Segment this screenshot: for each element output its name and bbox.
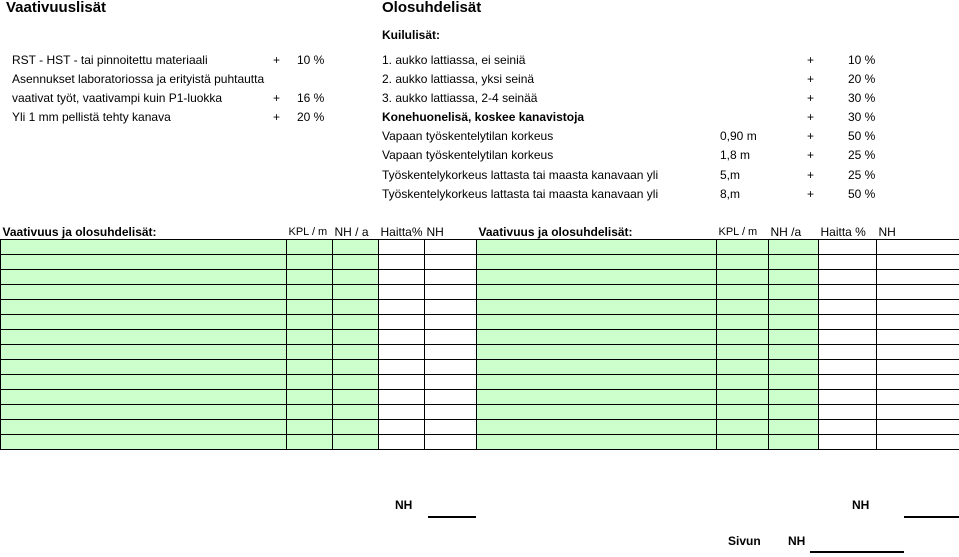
entry-cell[interactable]: [477, 240, 717, 255]
entry-cell[interactable]: [819, 270, 877, 285]
entry-cell[interactable]: [877, 375, 959, 390]
entry-cell[interactable]: [717, 285, 769, 300]
olosuhde-item-percent: 50 %: [848, 187, 876, 201]
entry-cell[interactable]: [425, 435, 477, 450]
entry-cell[interactable]: [287, 420, 333, 435]
entry-cell[interactable]: [1, 240, 287, 255]
entry-cell[interactable]: [1, 435, 287, 450]
entry-cell[interactable]: [717, 405, 769, 420]
entry-cell[interactable]: [769, 300, 819, 315]
table-header-row: [1, 225, 959, 240]
olosuhde-item-percent: 20 %: [848, 72, 876, 86]
entry-cell[interactable]: [717, 435, 769, 450]
entry-cell[interactable]: [819, 330, 877, 345]
vaativuus-item-percent: 16 %: [297, 91, 325, 105]
entry-cell[interactable]: [769, 255, 819, 270]
entry-cell[interactable]: [877, 345, 959, 360]
table-row: [1, 270, 959, 285]
entry-cell[interactable]: [425, 375, 477, 390]
entry-cell[interactable]: [1, 405, 287, 420]
entry-cell[interactable]: [819, 240, 877, 255]
entry-cell[interactable]: [333, 330, 379, 345]
entry-cell[interactable]: [425, 390, 477, 405]
olosuhde-item-percent: 25 %: [848, 168, 876, 182]
entry-cell[interactable]: [769, 420, 819, 435]
entry-cell[interactable]: [769, 330, 819, 345]
entry-cell[interactable]: [819, 375, 877, 390]
entry-cell[interactable]: [1, 285, 287, 300]
entry-cell[interactable]: [1, 420, 287, 435]
entry-cell[interactable]: [877, 240, 959, 255]
entry-cell[interactable]: [287, 330, 333, 345]
entry-cell[interactable]: [819, 435, 877, 450]
entry-cell[interactable]: [333, 300, 379, 315]
entry-cell[interactable]: [379, 270, 425, 285]
entry-cell[interactable]: [425, 300, 477, 315]
entry-table: [0, 225, 959, 450]
entry-cell[interactable]: [333, 420, 379, 435]
entry-cell[interactable]: [769, 360, 819, 375]
vaativuus-item-sign: +: [273, 91, 281, 105]
entry-cell[interactable]: [425, 360, 477, 375]
entry-cell[interactable]: [287, 360, 333, 375]
table-row: [1, 360, 959, 375]
right-header-haitta: Haitta %: [819, 225, 877, 240]
entry-cell[interactable]: [379, 360, 425, 375]
entry-cell[interactable]: [379, 390, 425, 405]
entry-cell[interactable]: [287, 390, 333, 405]
entry-cell[interactable]: [717, 300, 769, 315]
entry-cell[interactable]: [379, 315, 425, 330]
entry-cell[interactable]: [819, 405, 877, 420]
entry-cell[interactable]: [477, 255, 717, 270]
entry-cell[interactable]: [425, 285, 477, 300]
entry-cell[interactable]: [877, 435, 959, 450]
entry-cell[interactable]: [379, 345, 425, 360]
olosuhde-item-value: 0,90 m: [720, 129, 757, 143]
table-row: [1, 240, 959, 255]
right-header-kpl: KPL / m: [717, 225, 769, 240]
left-header-title: Vaativuus ja olosuhdelisät:: [1, 225, 287, 240]
entry-cell[interactable]: [477, 285, 717, 300]
footer-nh-left-line: [428, 516, 476, 518]
olosuhde-item-percent: 30 %: [848, 91, 876, 105]
entry-cell[interactable]: [425, 240, 477, 255]
entry-cell[interactable]: [877, 315, 959, 330]
table-row: [1, 420, 959, 435]
olosuhde-item-sign: +: [807, 72, 815, 86]
entry-cell[interactable]: [877, 285, 959, 300]
entry-cell[interactable]: [877, 300, 959, 315]
entry-cell[interactable]: [287, 435, 333, 450]
olosuhde-item-label: Vapaan työskentelytilan korkeus: [382, 129, 554, 143]
vaativuus-item-label: vaativat työt, vaativampi kuin P1-luokka: [12, 91, 223, 105]
entry-cell[interactable]: [477, 360, 717, 375]
entry-cell[interactable]: [717, 375, 769, 390]
entry-cell[interactable]: [769, 405, 819, 420]
entry-cell[interactable]: [819, 360, 877, 375]
olosuhde-item-label: Työskentelykorkeus lattasta tai maasta kanavaan yli: [382, 187, 659, 201]
entry-cell[interactable]: [379, 300, 425, 315]
entry-cell[interactable]: [1, 300, 287, 315]
entry-cell[interactable]: [287, 285, 333, 300]
vaativuus-item-percent: 20 %: [297, 110, 325, 124]
entry-cell[interactable]: [333, 390, 379, 405]
entry-cell[interactable]: [717, 270, 769, 285]
entry-cell[interactable]: [425, 330, 477, 345]
entry-cell[interactable]: [425, 315, 477, 330]
entry-cell[interactable]: [379, 405, 425, 420]
entry-cell[interactable]: [425, 270, 477, 285]
table-row: [1, 315, 959, 330]
olosuhde-item-sign: +: [807, 187, 815, 201]
footer-sivun-nh: NH: [788, 534, 806, 548]
entry-cell[interactable]: [819, 345, 877, 360]
olosuhde-item-sign: +: [807, 53, 815, 67]
vaativuus-item-percent: 10 %: [297, 53, 325, 67]
entry-cell[interactable]: [877, 405, 959, 420]
entry-cell[interactable]: [717, 330, 769, 345]
olosuhdelisat-title: Olosuhdelisät: [382, 0, 482, 16]
olosuhde-item-value: 5,m: [720, 168, 741, 182]
entry-cell[interactable]: [1, 315, 287, 330]
entry-cell[interactable]: [287, 255, 333, 270]
left-header-haitta: Haitta%: [380, 225, 423, 239]
entry-cell[interactable]: [287, 240, 333, 255]
entry-cell[interactable]: [717, 240, 769, 255]
entry-cell[interactable]: [769, 345, 819, 360]
entry-cell[interactable]: [477, 390, 717, 405]
entry-cell[interactable]: [333, 360, 379, 375]
table-row: [1, 345, 959, 360]
entry-cell[interactable]: [333, 315, 379, 330]
left-header-nh-a: NH / a: [333, 225, 379, 240]
entry-cell[interactable]: [877, 420, 959, 435]
vaativuus-item-label: RST - HST - tai pinnoitettu materiaali: [12, 53, 208, 67]
entry-cell[interactable]: [287, 270, 333, 285]
footer-sivun-line: [810, 551, 904, 553]
entry-cell[interactable]: [717, 390, 769, 405]
entry-cell[interactable]: [1, 270, 287, 285]
entry-cell[interactable]: [769, 240, 819, 255]
entry-cell[interactable]: [717, 345, 769, 360]
entry-cell[interactable]: [769, 270, 819, 285]
footer-nh-right: NH: [852, 498, 870, 512]
entry-cell[interactable]: [477, 375, 717, 390]
entry-cell[interactable]: [425, 405, 477, 420]
entry-cell[interactable]: [877, 255, 959, 270]
entry-cell[interactable]: [769, 435, 819, 450]
entry-cell[interactable]: [769, 390, 819, 405]
left-header-nh: NH: [425, 225, 477, 240]
vaativuus-item-label: Asennukset laboratoriossa ja erityistä puhtautta: [12, 72, 265, 86]
entry-cell[interactable]: [877, 360, 959, 375]
entry-cell[interactable]: [425, 255, 477, 270]
olosuhde-item-sign: +: [807, 110, 815, 124]
entry-cell[interactable]: [877, 390, 959, 405]
entry-cell[interactable]: [379, 420, 425, 435]
entry-cell[interactable]: [333, 435, 379, 450]
entry-cell[interactable]: [717, 315, 769, 330]
entry-cell[interactable]: [477, 345, 717, 360]
entry-cell[interactable]: [333, 285, 379, 300]
entry-cell[interactable]: [769, 285, 819, 300]
entry-cell[interactable]: [333, 375, 379, 390]
vaativuus-item-label: Yli 1 mm pellistä tehty kanava: [12, 110, 171, 124]
entry-cell[interactable]: [477, 330, 717, 345]
entry-cell[interactable]: [819, 315, 877, 330]
entry-cell[interactable]: [819, 255, 877, 270]
entry-cell[interactable]: [1, 375, 287, 390]
entry-cell[interactable]: [717, 360, 769, 375]
entry-cell[interactable]: [379, 435, 425, 450]
olosuhde-item-label: 1. aukko lattiassa, ei seiniä: [382, 53, 526, 67]
olosuhde-item-percent: 10 %: [848, 53, 876, 67]
olosuhde-item-value: 1,8 m: [720, 148, 751, 162]
entry-cell[interactable]: [287, 405, 333, 420]
vaativuuslisat-title: Vaativuuslisät: [6, 0, 107, 16]
entry-cell[interactable]: [287, 375, 333, 390]
entry-cell[interactable]: [379, 285, 425, 300]
footer-nh-left: NH: [395, 498, 413, 512]
entry-cell[interactable]: [477, 300, 717, 315]
olosuhde-item-sign: +: [807, 91, 815, 105]
entry-cell[interactable]: [379, 255, 425, 270]
entry-cell[interactable]: [1, 360, 287, 375]
table-row: [1, 390, 959, 405]
olosuhde-item-percent: 25 %: [848, 148, 876, 162]
entry-cell[interactable]: [333, 405, 379, 420]
olosuhde-item-sign: +: [807, 148, 815, 162]
footer-sivun-label: Sivun: [728, 534, 761, 548]
entry-cell[interactable]: [287, 315, 333, 330]
entry-cell[interactable]: [1, 390, 287, 405]
table-row: [1, 405, 959, 420]
olosuhde-item-label: 3. aukko lattiassa, 2-4 seinää: [382, 91, 538, 105]
table-row: [1, 330, 959, 345]
vaativuus-item-sign: +: [273, 53, 281, 67]
entry-cell[interactable]: [819, 300, 877, 315]
table-row: [1, 285, 959, 300]
entry-cell[interactable]: [819, 285, 877, 300]
entry-cell[interactable]: [717, 420, 769, 435]
table-row: [1, 435, 959, 450]
entry-cell[interactable]: [1, 345, 287, 360]
entry-cell[interactable]: [477, 315, 717, 330]
entry-cell[interactable]: [819, 420, 877, 435]
entry-cell[interactable]: [819, 390, 877, 405]
entry-cell[interactable]: [877, 330, 959, 345]
entry-cell[interactable]: [333, 255, 379, 270]
entry-cell[interactable]: [425, 420, 477, 435]
olosuhde-item-sign: +: [807, 168, 815, 182]
entry-cell[interactable]: [769, 375, 819, 390]
olosuhde-item-percent: 50 %: [848, 129, 876, 143]
table-row: [1, 300, 959, 315]
olosuhde-item-label: 2. aukko lattiassa, yksi seinä: [382, 72, 535, 86]
olosuhde-item-label: Työskentelykorkeus lattasta tai maasta kanavaan yli: [382, 168, 659, 182]
right-header-title: Vaativuus ja olosuhdelisät:: [477, 225, 717, 240]
entry-cell[interactable]: [287, 345, 333, 360]
entry-cell[interactable]: [333, 270, 379, 285]
entry-cell[interactable]: [379, 330, 425, 345]
entry-cell[interactable]: [333, 240, 379, 255]
entry-cell[interactable]: [379, 375, 425, 390]
table-row: [1, 255, 959, 270]
right-header-nh: NH: [877, 225, 959, 240]
entry-cell[interactable]: [477, 435, 717, 450]
olosuhde-item-label: Vapaan työskentelytilan korkeus: [382, 148, 554, 162]
entry-cell[interactable]: [333, 345, 379, 360]
kuilulisat-subtitle: Kuilulisät:: [382, 28, 441, 42]
entry-cell[interactable]: [1, 330, 287, 345]
entry-cell[interactable]: [477, 405, 717, 420]
vaativuus-item-sign: +: [273, 110, 281, 124]
olosuhde-item-label: Konehuonelisä, koskee kanavistoja: [382, 110, 585, 124]
right-header-nh-a: NH /a: [769, 225, 819, 240]
entry-cell[interactable]: [379, 240, 425, 255]
entry-cell[interactable]: [477, 420, 717, 435]
olosuhde-item-value: 8,m: [720, 187, 741, 201]
olosuhde-item-percent: 30 %: [848, 110, 876, 124]
olosuhde-item-sign: +: [807, 129, 815, 143]
entry-cell[interactable]: [717, 255, 769, 270]
entry-cell[interactable]: [287, 300, 333, 315]
footer-nh-right-line: [904, 516, 959, 518]
table-row: [1, 375, 959, 390]
entry-cell[interactable]: [877, 270, 959, 285]
entry-cell[interactable]: [425, 345, 477, 360]
entry-cell[interactable]: [769, 315, 819, 330]
left-header-kpl: KPL / m: [287, 225, 333, 240]
entry-cell[interactable]: [1, 255, 287, 270]
entry-cell[interactable]: [477, 270, 717, 285]
